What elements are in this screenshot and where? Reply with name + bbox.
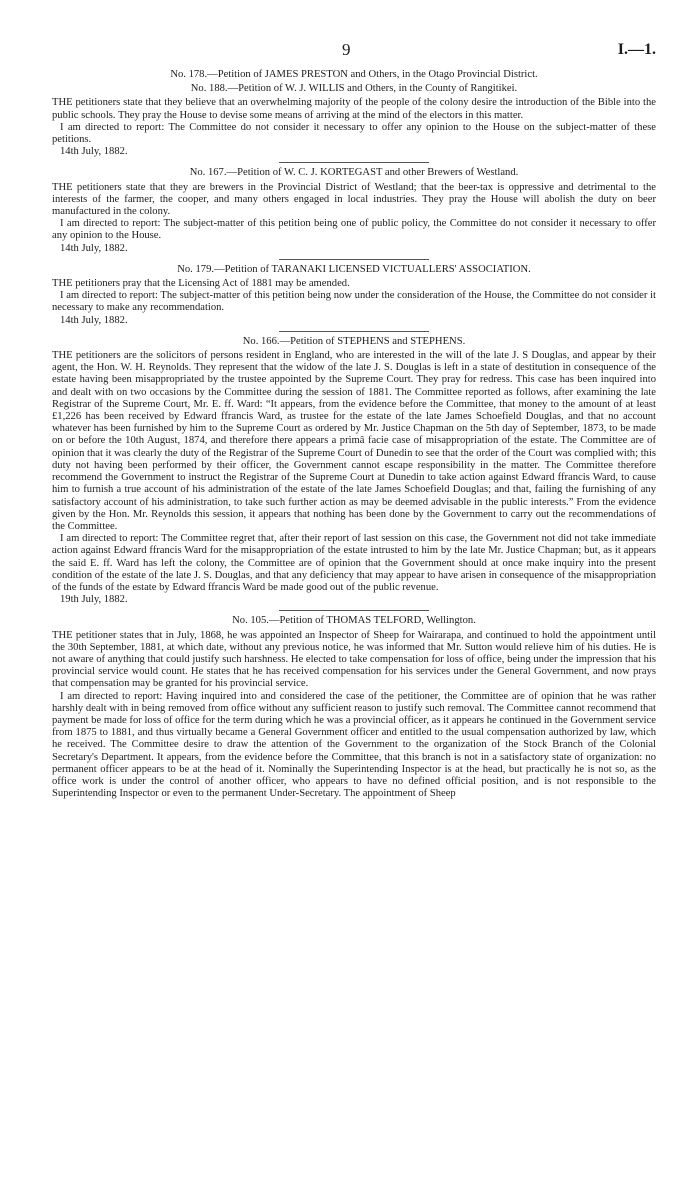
petition-title: No. 105.—Petition of THOMAS TELFORD, Wellington. xyxy=(232,615,476,627)
report-date: 19th July, 1882. xyxy=(60,594,128,606)
section-divider xyxy=(279,610,429,611)
committee-report: I am directed to report: The subject-matter of this petition being one of public policy, the Committee do not consider it necessary to offer any opinion to the House. xyxy=(52,218,656,242)
page-header xyxy=(52,40,656,66)
document-reference: I.—1. xyxy=(617,41,656,58)
page-number: 9 xyxy=(342,40,351,59)
report-date: 14th July, 1882. xyxy=(60,146,128,158)
committee-report: I am directed to report: Having inquired into and considered the case of the petitioner, the Committee are of opinion that he was rather harshly dealt with in being removed from office without any sufficient reason to justify such removal. The Committee cannot recommend that payment be made for loss of office for the term during which he was a provincial officer, as it appears he continued in the Government service from 1875 to 1881, and thus virtually became a General Government officer and entitled to the usual compensation authorized by law, which he received. The Committee desire to draw the attention of the Government to the organization of the Stock Branch of the Colonial Secretary's Department. It appears, from the evidence before the Committee, that this branch is not in a satisfactory state of organization: no permanent officer appears to be at the head of it. Nominally the Superintending Inspector is at the head, but practically he is not so, as the office work is under the control of another officer, who appears to have no defined official position, and is not responsible to the Superintending Inspector or even to the permanent Under-Secretary. The appointment of Sheep xyxy=(52,690,656,800)
petition-section xyxy=(52,615,656,800)
petition-body: THE petitioners are the solicitors of persons resident in England, who are interested in the will of the late J. S Douglas, and appear by their agent, the Hon. W. H. Reynolds. They represent that the widow of the late J. S. Douglas is left in a state of destitution in consequence of the estate having been misappropriated by the trustee appointed by the Supreme Court. They pray for redress. This case has been inquired into and dealt with on two occasions by the Committee during the session of 1881. The Committee reported as follows, after examining the late Registrar of the Supreme Court, Mr. E. ff. Ward: “It appears, from the evidence before the Committee, that money to the amount of at least £1,226 has been received by Edward ffrancis Ward, as trustee for the estate of the late James Schoefield Douglas, and that no account whatever has been furnished by him to the Supreme Court as ordered by Mr. Justice Chapman on the 5th day of September, 1873, to be made on or before the 10th August, 1874, and therefore there appears a primâ facie case of misappropriation of the estate. The Committee are of opinion that it was clearly the duty of the Registrar of the Supreme Court of Dunedin to see that the order of the Court was complied with; this duty not having been performed by their officer, the Government cannot escape responsibility in the matter. The Committee therefore recommend the Government to instruct the Registrar of the Supreme Court at Dunedin to take action against Edward ffrancis Ward, to cause him to furnish a true account of his administration of the estate of the late James Schoefield Douglas; and that, failing the furnishing of any satisfactory account of his administration, to take such further action as may be deemed advisable in the public interests.” From the evidence given by the Hon. Mr. Reynolds this session, it appears that nothing has been done by the Government to carry out the recommendations of the Committee. xyxy=(52,350,657,532)
petition-section xyxy=(52,264,656,327)
committee-report: I am directed to report: The Committee do not consider it necessary to offer any opinion to the House on the subject-matter of these petitions. xyxy=(52,121,656,146)
petition-title: No. 188.—Petition of W. J. WILLIS and Others, in the County of Rangitikei. xyxy=(190,83,518,95)
petition-section xyxy=(52,167,656,254)
committee-report: I am directed to report: The Committee regret that, after their report of last session on this case, the Government not did not take immediate action against Edward ffrancis Ward for the misappropriation of the estate intrusted to him by the late Mr. Justice Chapman; but, as it appears the said E. ff. Ward has left the colony, the Committee are of opinion that the Government should at once make inquiry into the present condition of the estate of the late J. S. Douglas, and that any deficiency that may appear to have arisen in consequence of the misappropriation of the funds of the estate by Edward ffrancis Ward be made good out of the public revenue. xyxy=(52,533,656,593)
petition-section xyxy=(52,69,656,158)
petition-title: No. 166.—Petition of STEPHENS and STEPHENS. xyxy=(242,335,466,347)
section-divider xyxy=(279,162,429,163)
section-divider xyxy=(279,259,429,260)
section-divider xyxy=(279,331,429,332)
committee-report: I am directed to report: The subject-matter of this petition being now under the consideration of the House, the Committee do not consider it necessary to make any recommendation. xyxy=(52,290,656,314)
petition-body: THE petitioners state that they are brewers in the Provincial District of Westland; that the beer-tax is oppressive and detrimental to the interests of the farmer, the cooper, and many others engaged in local industries. They pray the House will abolish the duty on beer manufactured in the colony. xyxy=(52,181,656,218)
petition-body: THE petitioner states that in July, 1868, he was appointed an Inspector of Sheep for Wairarapa, and continued to hold the appointment until the 30th September, 1881, at which date, without any previous notice, he was informed that Mr. Sutton would relieve him of his duties. He is not aware of anything that could justify such harshness. He elected to take compensation for loss of office, being under the impression that his provincial service would count. He states that he has received compensation for his services under the General Government, and now prays that compensation may be granted for his provincial service. xyxy=(52,629,656,690)
petition-body: THE petitioners state that they believe that an overwhelming majority of the people of the colony desire the introduction of the Bible into the public schools. They pray the House to devise some means of arriving at the mind of the electors in this matter. xyxy=(52,97,656,121)
petition-title: No. 178.—Petition of JAMES PRESTON and Others, in the Otago Provincial District. xyxy=(170,69,538,80)
petition-title: No. 179.—Petition of TARANAKI LICENSED VICTUALLERS' ASSOCIATION. xyxy=(177,263,531,275)
petition-section xyxy=(52,336,656,606)
report-date: 14th July, 1882. xyxy=(60,314,128,326)
petition-body: THE petitioners pray that the Licensing Act of 1881 may be amended. xyxy=(52,278,350,290)
report-date: 14th July, 1882. xyxy=(60,242,128,254)
petition-title: No. 167.—Petition of W. C. J. KORTEGAST and other Brewers of Westland. xyxy=(189,167,519,179)
